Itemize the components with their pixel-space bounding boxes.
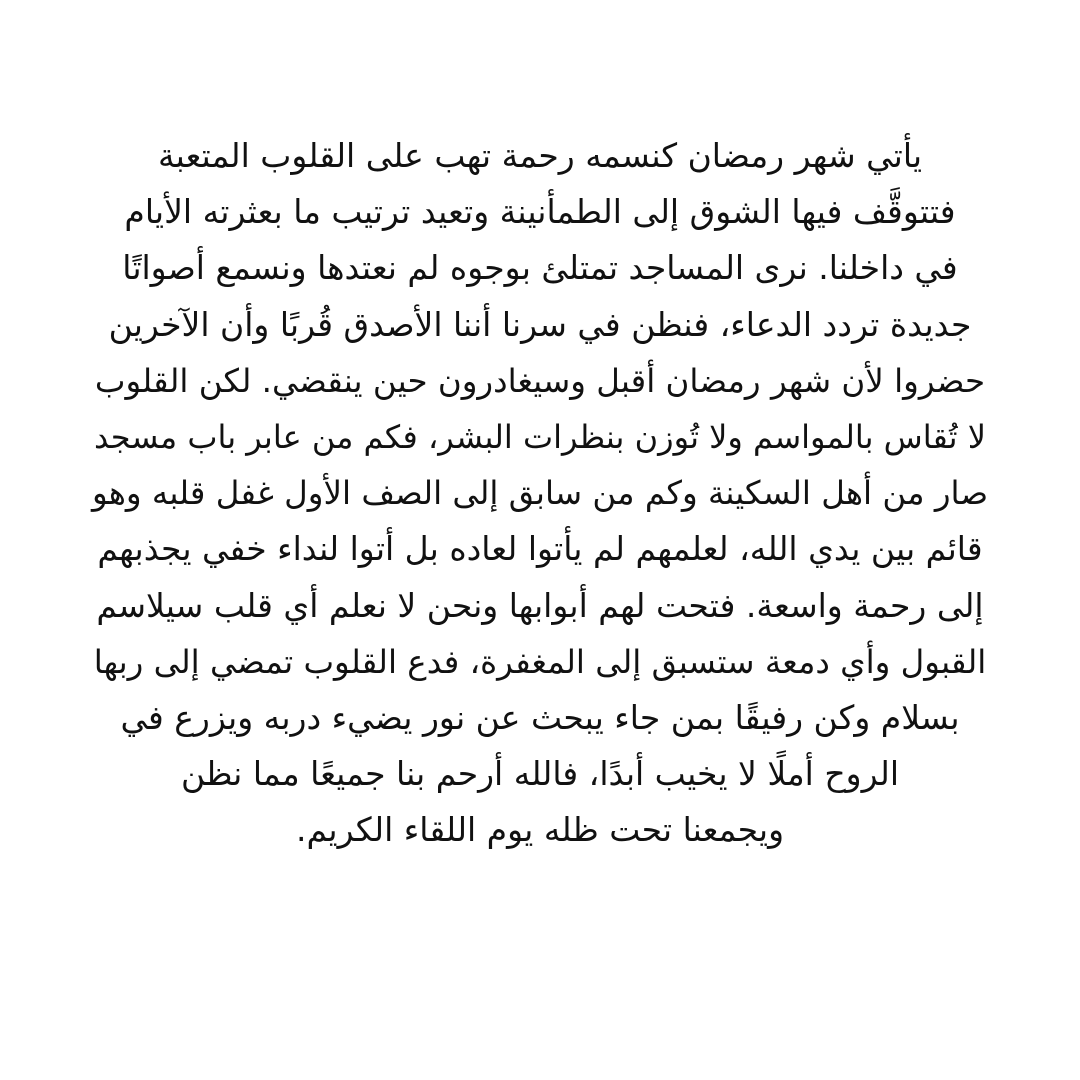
text-line-4: جديدة تردد الدعاء، فنظن في سرنا أننا الأصدق قُربًا وأن الآخرين bbox=[108, 304, 972, 344]
text-line-5: حضروا لأن شهر رمضان أقبل وسيغادرون حين ينقضي. لكن القلوب bbox=[94, 361, 986, 400]
text-line-8: قائم بين يدي الله، لعلمهم لم يأتوا لعاده بل أتوا لنداء خفي يجذبهم bbox=[97, 529, 983, 569]
paragraph bbox=[90, 128, 990, 858]
text-line-3: في داخلنا. نرى المساجد تمتلئ بوجوه لم نعتدها ونسمع أصواتًا bbox=[122, 248, 958, 288]
text-line-6: لا تُقاس بالمواسم ولا تُوزن بنظرات البشر، فكم من عابر باب مسجد bbox=[94, 417, 986, 456]
text-line-7: صار من أهل السكينة وكم من سابق إلى الصف الأول غفل قلبه وهو bbox=[91, 474, 989, 513]
text-line-1: يأتي شهر رمضان كنسمه رحمة تهب على القلوب المتعبة bbox=[157, 136, 923, 175]
text-line-12: الروح أملًا لا يخيب أبدًا، فالله أرحم بنا جميعًا مما نظن bbox=[180, 754, 900, 794]
text-line-11: بسلام وكن رفيقًا بمن جاء يبحث عن نور يضيء دربه ويزرع في bbox=[120, 697, 960, 737]
text-line-9: إلى رحمة واسعة. فتحت لهم أبوابها ونحن لا نعلم أي قلب سيلاسم bbox=[96, 585, 984, 625]
text-line-10: القبول وأي دمعة ستسبق إلى المغفرة، فدع القلوب تمضي إلى ربها bbox=[93, 642, 987, 681]
text-line-13: ويجمعنا تحت ظله يوم اللقاء الكريم. bbox=[295, 810, 785, 850]
text-line-2: فتتوقَّف فيها الشوق إلى الطمأنينة وتعيد ترتيب ما بعثرته الأيام bbox=[124, 192, 956, 232]
